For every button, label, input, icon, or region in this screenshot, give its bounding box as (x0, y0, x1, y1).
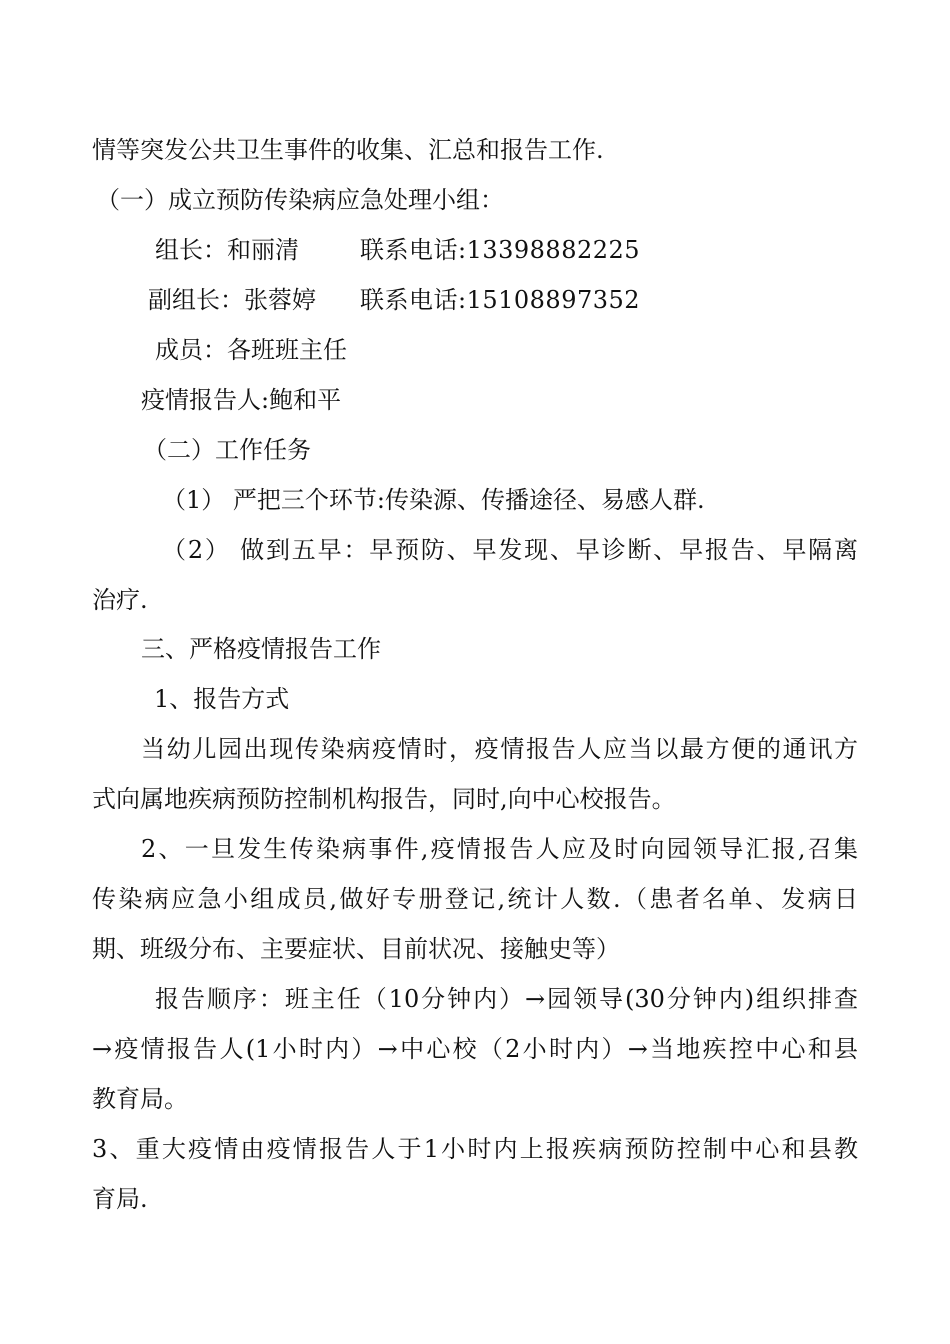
deputy-leader-phone: 联系电话:15108897352 (360, 286, 641, 314)
section-heading: （一）成立预防传染病应急处理小组： (96, 186, 504, 214)
list-item: （1） 严把三个环节:传染源、传播途径、易感人群. (162, 486, 705, 514)
paragraph-line: 式向属地疾病预防控制机构报告，同时,向中心校报告。 (92, 785, 676, 813)
paragraph-line: 传染病应急小组成员,做好专册登记,统计人数.（患者名单、发病日 (92, 885, 858, 913)
paragraph-line: 报告顺序：班主任（10分钟内）→园领导(30分钟内)组织排查 (155, 985, 858, 1013)
list-item: （2） 做到五早：早预防、早发现、早诊断、早报告、早隔离 (162, 536, 858, 564)
section-heading: 三、严格疫情报告工作 (141, 635, 381, 663)
paragraph-line: 当幼儿园出现传染病疫情时，疫情报告人应当以最方便的通讯方 (141, 735, 858, 763)
paragraph-line: 2、一旦发生传染病事件,疫情报告人应及时向园领导汇报,召集 (141, 835, 858, 863)
paragraph-line: →疫情报告人(1小时内）→中心校（2小时内）→当地疾控中心和县 (92, 1035, 858, 1063)
paragraph-line: 期、班级分布、主要症状、目前状况、接触史等） (92, 935, 620, 963)
text-line: 情等突发公共卫生事件的收集、汇总和报告工作. (92, 136, 604, 164)
subsection-heading: 1、报告方式 (154, 685, 290, 713)
group-leader-name: 组长：和丽清 (155, 236, 299, 264)
group-leader-phone: 联系电话:13398882225 (360, 236, 641, 264)
paragraph-line: 育局. (92, 1185, 148, 1213)
paragraph-line: 3、重大疫情由疫情报告人于1小时内上报疾病预防控制中心和县教 (92, 1135, 858, 1163)
paragraph-line: 教育局。 (92, 1085, 188, 1113)
reporter-line: 疫情报告人:鲍和平 (141, 386, 342, 414)
members-line: 成员：各班班主任 (155, 336, 347, 364)
text-line: 治疗. (92, 586, 148, 614)
section-heading: （二）工作任务 (143, 436, 311, 464)
deputy-leader-name: 副组长：张蓉婷 (148, 286, 316, 314)
